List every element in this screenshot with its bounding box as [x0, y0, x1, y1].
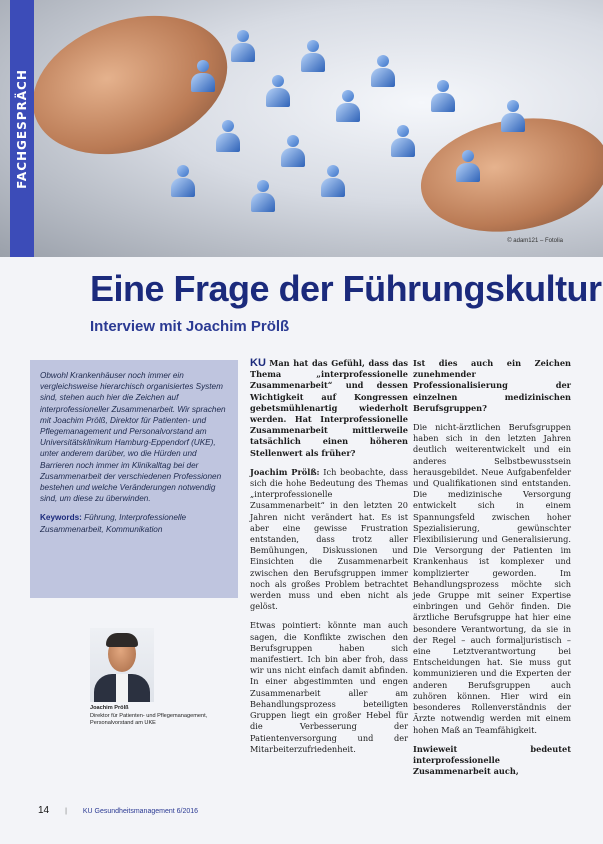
paragraph — [250, 358, 408, 459]
page-number: 14 — [38, 805, 50, 816]
person-icon — [335, 90, 361, 124]
photo-caption — [90, 705, 240, 728]
article-column-right — [413, 358, 571, 785]
abstract-box — [30, 360, 238, 598]
footer-separator: | — [65, 808, 67, 815]
person-icon — [215, 120, 241, 154]
answer-text: Ich beobachte, dass sich die hohe Bedeutung des Themas „interprofessionelle Zusammenarbeit“ in den letzten 20 Jahren nicht verändert hat. Es ist aber eine gewisse Frustration entstanden, dass trotz aller Bemühungen, Diskussionen und Einsichten die Zusammenarbeit zwischen den Berufsgruppen immer noch als großes Problem betrachtet werden muss und eben nicht als gelöst. — [250, 466, 408, 612]
person-icon — [170, 165, 196, 199]
author-photo — [90, 628, 154, 702]
answer-text: Die nicht-ärztlichen Berufsgruppen haben sich in den letzten Jahren deutlich weiterentwickelt und ein anderes Selbstbewusstsein herausgebildet. Neue Aufgabenfelder und Qualifikationen sind entstanden. Die medizinische Versorgung entwickelt sich in einem Spannungsfeld zwischen hoher Spezialisierung, gewünschter Flexibilisierung und Generalisierung. Die Versorgung der Patienten im Krankenhaus ist komplexer und komplizierter geworden. Im Behandlungsprozess möchte sich jede Gruppe mit seiner Expertise einbringen und Gehör finden. Die ärztliche Berufsgruppe hat hier eine besondere Verantwortung, da sie in der Regel – auch formaljuristisch – eine Letztverantwortung bei Entscheidungen hat. Sie muss gut kommunizieren und die Experten der anderen Berufsgruppen auch zuhören können. Hier wird ein besonderes Rollenverständnis der Ärzte notwendig werden mit einem hohen Maß an Teamfähigkeit. — [413, 422, 571, 735]
person-icon — [320, 165, 346, 199]
question-text: Ist dies auch ein Zeichen zunehmender Professionalisierung der einzelnen medizinischen Berufsgruppen? — [413, 358, 571, 413]
question-text: Man hat das Gefühl, dass das Thema „interprofessionelle Zusammenarbeit“ und dessen Wichtigkeit auf Kongressen gebetsmühlenartig wiederholt werden. Hat Interprofessionelle Zusammenarbeit mittlerweile tatsächlich einen höheren Stellenwert als früher? — [250, 358, 408, 458]
keywords-text: Führung, Interprofessionelle Zusammenarbeit, Kommunikation — [40, 513, 187, 534]
article-column-middle — [250, 358, 408, 763]
ku-label: KU — [250, 357, 266, 369]
person-icon — [390, 125, 416, 159]
page-footer — [38, 805, 198, 816]
person-icon — [430, 80, 456, 114]
keywords-label: Keywords: — [40, 513, 82, 523]
person-icon — [190, 60, 216, 94]
keywords — [40, 512, 228, 534]
journal-name: KU Gesundheitsmanagement 6/2016 — [82, 808, 199, 815]
person-icon — [500, 100, 526, 134]
article-subtitle: Interview mit Joachim Prölß — [90, 318, 290, 335]
person-icon — [230, 30, 256, 64]
article-title: Eine Frage der Führungskultur — [90, 268, 602, 309]
paragraph — [250, 467, 408, 613]
section-label: FACHGESPRÄCH — [15, 68, 29, 189]
person-icon — [265, 75, 291, 109]
question-text: Inwieweit bedeutet interprofessionelle Zusammenarbeit auch, — [413, 743, 571, 777]
person-icon — [300, 40, 326, 74]
caption-role: Direktor für Patienten- und Pflegemanagement, Personalvorstand am UKE — [90, 712, 208, 726]
person-icon — [250, 180, 276, 214]
section-tab — [10, 0, 34, 257]
hero-image — [0, 0, 603, 257]
person-icon — [455, 150, 481, 184]
person-icon — [370, 55, 396, 89]
caption-name: Joachim Prölß — [90, 705, 129, 711]
photo-credit: © adam121 – Fotolia — [507, 238, 563, 244]
paragraph: Etwas pointiert: könnte man auch sagen, die Konflikte zwischen den Berufsgruppen haben sich manifestiert. Ich bin aber froh, dass wir uns nicht einfach damit abfinden. In einer abgestimmten und engen Zusammenarbeit aller am Behandlungsprozess beteiligten Gruppen liegt ein großer Hebel für die Verbesserung der Patientenversorgung und der Mitarbeiterzufriedenheit. — [250, 620, 408, 754]
speaker-label: Joachim Prölß: — [250, 466, 320, 477]
person-icon — [280, 135, 306, 169]
abstract-text: Obwohl Krankenhäuser noch immer ein vergleichsweise hierarchisch organisiertes System sind, stehen auch hier die Zeichen auf interprofessioneller Zusammenarbeit. Wir sprachen mit Joachim Prölß, Direktor für Patienten- und Pflegemanagement und Personalvorstand am Universitätsklinikum Hamburg-Eppendorf (UKE), unter anderem darüber, wo die Hürden und Barrieren noch immer im Klinikalltag bei der Zusammenarbeit der verschiedenen Professionen bestehen und welche Veränderungen notwendig sind, um diese zu überwinden. — [40, 371, 226, 504]
